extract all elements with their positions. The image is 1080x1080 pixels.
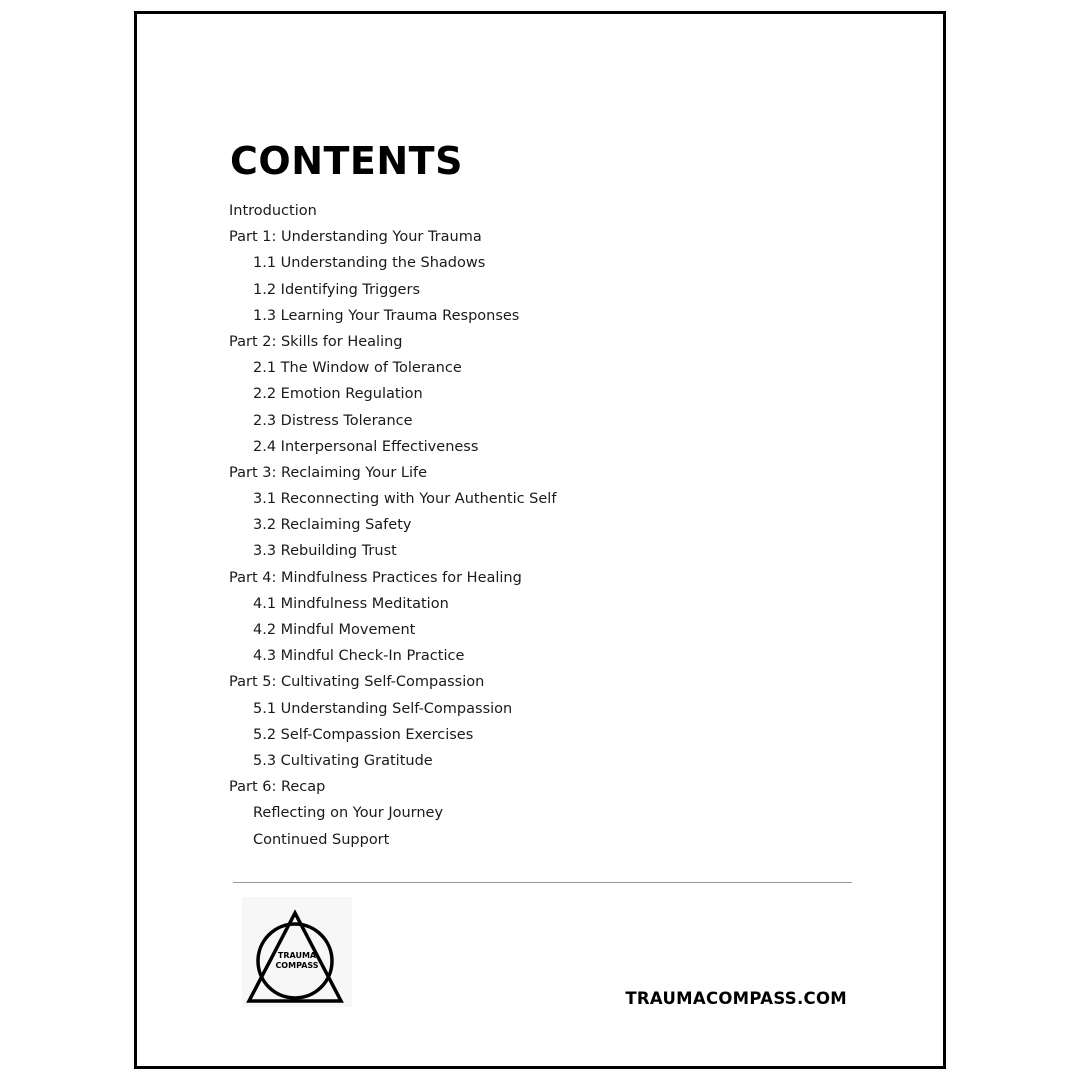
trauma-compass-logo xyxy=(242,897,352,1007)
toc-subsection: 2.1 The Window of Tolerance xyxy=(253,360,462,377)
toc-subsection: 2.4 Interpersonal Effectiveness xyxy=(253,438,479,455)
toc-subsection: 4.1 Mindfulness Meditation xyxy=(253,595,449,612)
logo-text-line2: COMPASS xyxy=(275,961,319,970)
table-of-contents xyxy=(229,198,556,853)
toc-subsection: 5.3 Cultivating Gratitude xyxy=(253,752,433,769)
toc-section: Introduction xyxy=(229,203,317,219)
logo-text-line1: TRAUMA xyxy=(277,951,317,960)
toc-subsection: 3.3 Rebuilding Trust xyxy=(253,543,397,560)
toc-subsection: 5.2 Self-Compassion Exercises xyxy=(253,726,474,743)
toc-section: Part 4: Mindfulness Practices for Healing xyxy=(229,569,522,586)
toc-subsection: 3.1 Reconnecting with Your Authentic Self xyxy=(253,491,557,508)
footer-divider xyxy=(233,882,852,883)
toc-section: Part 2: Skills for Healing xyxy=(229,333,403,350)
toc-section: Part 5: Cultivating Self-Compassion xyxy=(229,674,485,691)
toc-subsection: 1.2 Identifying Triggers xyxy=(253,281,420,298)
toc-subsection: 2.2 Emotion Regulation xyxy=(253,386,423,403)
toc-subsection: 5.1 Understanding Self-Compassion xyxy=(253,700,513,717)
toc-subsection: 1.3 Learning Your Trauma Responses xyxy=(253,307,520,324)
toc-subsection: 2.3 Distress Tolerance xyxy=(253,412,413,429)
toc-section: Part 3: Reclaiming Your Life xyxy=(229,464,428,481)
toc-subsection: Reflecting on Your Journey xyxy=(253,805,444,822)
page-title: CONTENTS xyxy=(230,139,463,183)
toc-section: Part 1: Understanding Your Trauma xyxy=(229,229,482,246)
toc-subsection: Continued Support xyxy=(253,831,390,848)
toc-subsection: 3.2 Reclaiming Safety xyxy=(253,517,412,534)
toc-section: Part 6: Recap xyxy=(229,779,326,796)
website-url[interactable]: TRAUMACOMPASS.COM xyxy=(625,989,847,1008)
toc-subsection: 4.2 Mindful Movement xyxy=(253,622,416,638)
document-page xyxy=(134,11,946,1069)
toc-subsection: 4.3 Mindful Check-In Practice xyxy=(253,648,465,665)
toc-subsection: 1.1 Understanding the Shadows xyxy=(253,255,486,272)
